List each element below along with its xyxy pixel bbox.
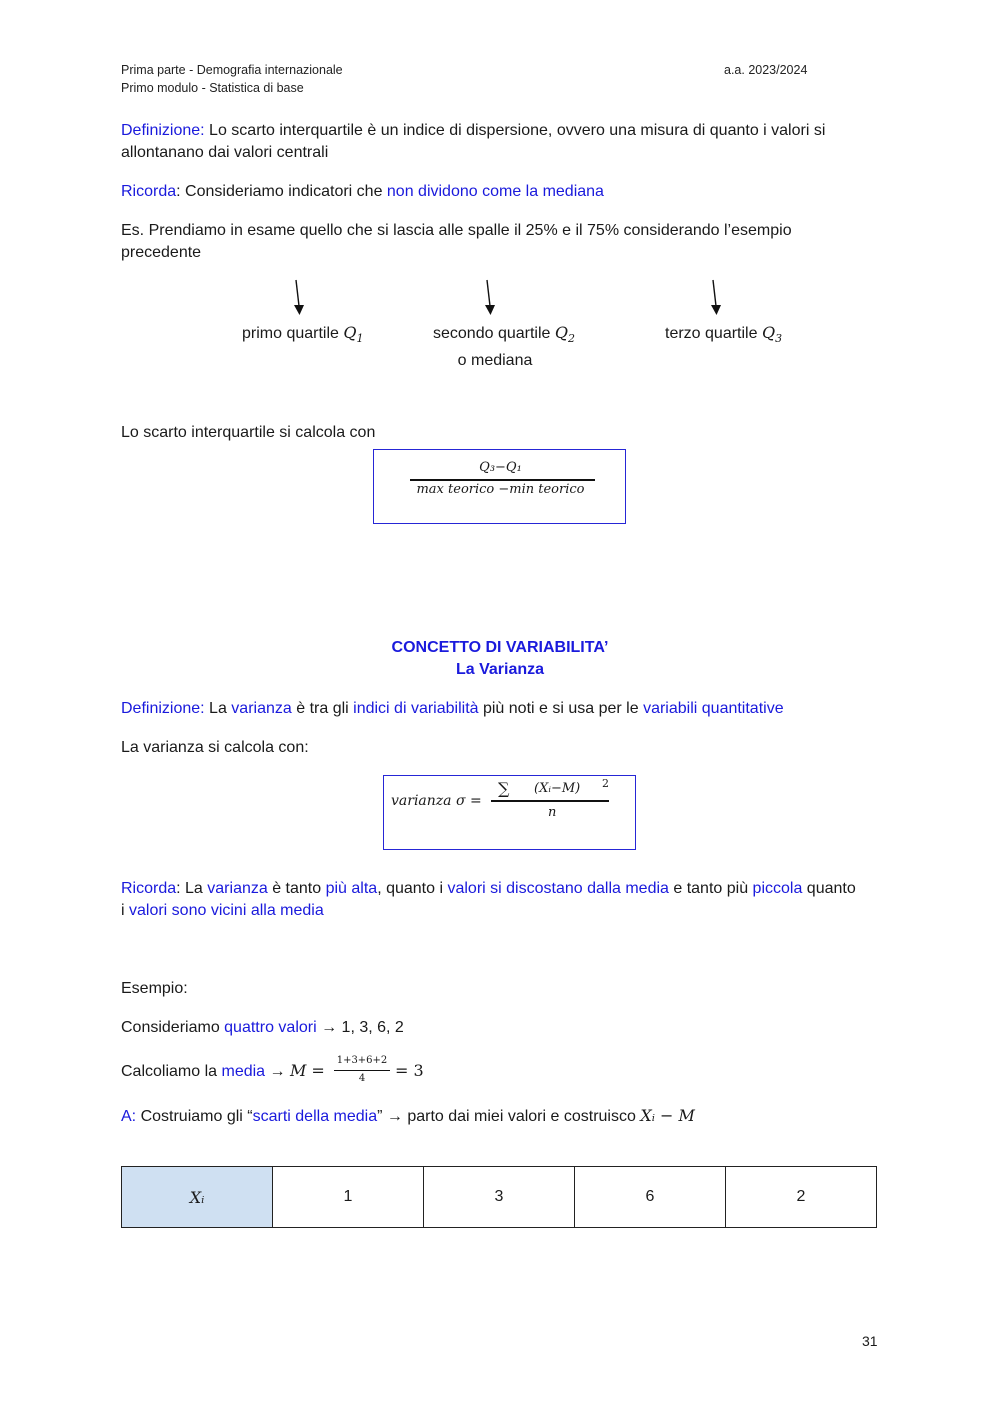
- variance-numerator: (Xᵢ−M): [534, 781, 581, 796]
- iqr-numerator: Q₃−Q₁: [479, 460, 522, 475]
- quartile-arrows: [280, 276, 740, 320]
- section-subtitle: La Varianza: [455, 661, 545, 678]
- header-course: Prima parte - Demografia internazionale: [121, 63, 343, 77]
- quartile-1-label: [242, 322, 364, 350]
- reminder-label: Ricorda: [121, 183, 177, 200]
- r2-h3: valori si discostano dalla media: [447, 880, 669, 897]
- page-number: 31: [862, 1333, 878, 1349]
- quartile-2-extra: o mediana: [457, 352, 533, 370]
- quartile-2-sub: 2: [567, 332, 575, 346]
- reminder-2: [121, 878, 891, 922]
- iqr-fraction-line: [410, 479, 595, 481]
- r2-t2: è tanto: [267, 880, 326, 897]
- definition-text: Lo scarto interquartile è un indice di dispersione, ovvero una misura di quanto i valori si: [204, 122, 826, 139]
- quartile-1-text: primo quartile: [242, 325, 344, 342]
- quartile-3-text: terzo quartile: [665, 325, 762, 342]
- def2-h1: varianza: [231, 700, 292, 717]
- quartile-3-label: [665, 322, 782, 350]
- table-cell: 3: [424, 1167, 575, 1228]
- section-heading: [300, 637, 700, 681]
- mean-denominator: 4: [358, 1073, 366, 1084]
- sum-symbol: ∑: [498, 779, 510, 798]
- def2-t2: è tra gli: [291, 700, 354, 717]
- r2-t6: i: [121, 902, 129, 919]
- quartile-3-symbol: Q: [761, 323, 776, 342]
- values-table: [121, 1166, 877, 1228]
- r2-h1: varianza: [207, 880, 268, 897]
- r2-t5: quanto: [802, 880, 856, 897]
- mean-fraction-line: [334, 1070, 390, 1071]
- reminder-2-label: Ricorda: [121, 880, 177, 897]
- table-cell: 2: [726, 1167, 877, 1228]
- step-a: [121, 1105, 695, 1128]
- header-year: a.a. 2023/2024: [724, 63, 808, 77]
- variance-lhs: varianza σ =: [391, 793, 482, 809]
- ex-line2-arrow: →: [265, 1063, 290, 1080]
- quartile-3-sub: 3: [775, 332, 783, 346]
- r2-h2: più alta: [325, 880, 378, 897]
- quartile-1-sub: 1: [356, 332, 364, 346]
- quartile-2-symbol: Q: [554, 323, 568, 342]
- example-mean: [121, 1060, 325, 1083]
- definition-2-label: Definizione:: [121, 700, 205, 717]
- mean-lhs: M =: [289, 1061, 325, 1080]
- variance-fraction-line: [491, 800, 609, 802]
- reminder-text: : Consideriamo indicatori che: [176, 183, 387, 200]
- definition-text-2: allontanano dai valori centrali: [121, 144, 329, 161]
- iqr-intro: Lo scarto interquartile si calcola con: [121, 424, 376, 441]
- ex-line2-t: Calcoliamo la: [121, 1063, 222, 1080]
- step-a-t2: ” → parto dai miei valori e costruisco: [377, 1108, 641, 1125]
- example-values: [121, 1017, 404, 1039]
- reminder-1: [121, 181, 604, 203]
- definition-label: Definizione:: [121, 122, 205, 139]
- reminder-highlight: non dividono come la mediana: [386, 183, 604, 200]
- arrow-q2-icon: [485, 280, 495, 315]
- r2-h4: piccola: [752, 880, 803, 897]
- quartile-2-text: secondo quartile: [433, 325, 555, 342]
- example-intro-line2: precedente: [121, 244, 202, 261]
- table-cell: 6: [575, 1167, 726, 1228]
- ex-line2-h: media: [221, 1063, 266, 1080]
- ex-line1-t: Consideriamo: [121, 1019, 225, 1036]
- def2-t3: più noti e si usa per le: [478, 700, 644, 717]
- ex-line1-rest: → 1, 3, 6, 2: [316, 1019, 404, 1036]
- iqr-denominator: max teorico −min teorico: [416, 482, 585, 497]
- r2-t4: e tanto più: [668, 880, 753, 897]
- r2-h5: valori sono vicini alla media: [129, 902, 324, 919]
- quartile-1-symbol: Q: [343, 323, 357, 342]
- table-row: [122, 1167, 877, 1228]
- step-a-t1: Costruiamo gli “: [136, 1108, 253, 1125]
- def2-h3: variabili quantitative: [643, 700, 784, 717]
- arrow-q3-icon: [711, 280, 721, 315]
- step-a-math: Xᵢ − M: [640, 1106, 695, 1125]
- quartile-2-label: [424, 322, 584, 372]
- arrow-q1-icon: [294, 280, 304, 315]
- example-intro: [121, 220, 891, 264]
- step-a-h: scarti della media: [252, 1108, 378, 1125]
- example-title: Esempio:: [121, 980, 188, 997]
- table-header-cell: Xᵢ: [122, 1167, 273, 1228]
- header-module: Primo modulo - Statistica di base: [121, 81, 304, 95]
- variance-intro: La varianza si calcola con:: [121, 739, 309, 756]
- header-left: [121, 61, 343, 97]
- def2-h2: indici di variabilità: [353, 700, 479, 717]
- example-intro-line1: Es. Prendiamo in esame quello che si lascia alle spalle il 25% e il 75% considerando l’esempio: [121, 222, 792, 239]
- iqr-formula-box: [373, 449, 626, 524]
- table-cell: 1: [273, 1167, 424, 1228]
- step-a-label: A:: [121, 1108, 137, 1125]
- variance-formula-box: [383, 775, 636, 850]
- mean-result: = 3: [395, 1061, 424, 1080]
- variance-exponent: 2: [602, 777, 609, 790]
- variance-denominator: n: [548, 805, 557, 820]
- mean-numerator: 1+3+6+2: [336, 1055, 388, 1066]
- section-title: CONCETTO DI VARIABILITA’: [391, 639, 609, 656]
- r2-t3: , quanto i: [377, 880, 448, 897]
- definition-variance: [121, 698, 784, 720]
- ex-line1-h: quattro valori: [224, 1019, 317, 1036]
- def2-t1: La: [204, 700, 232, 717]
- r2-t1: : La: [176, 880, 208, 897]
- definition-iqr: [121, 120, 891, 164]
